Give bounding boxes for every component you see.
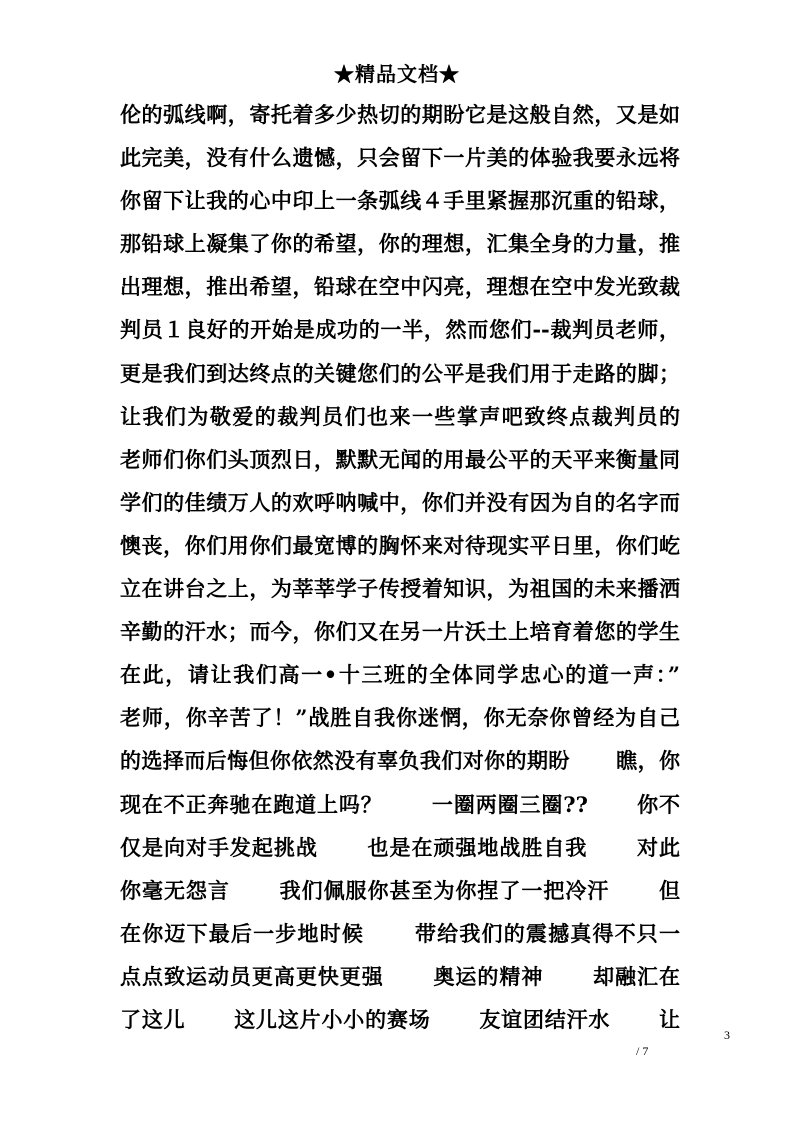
- body-line-13: 辛勤的汗水；而今，你们又在另一片沃土上培育着您的学生: [120, 619, 680, 645]
- body-line-2: 此完美，没有什么遗憾，只会留下一片美的体验我要永远将: [120, 145, 680, 171]
- body-line-11: 懊丧，你们用你们最宽博的胸怀来对待现实平日里，你们屹: [120, 532, 680, 558]
- page-number: 3: [724, 1028, 730, 1042]
- body-line-16: 的选择而后悔但你依然没有辜负我们对你的期盼 瞧，你: [120, 748, 680, 774]
- body-line-7: 更是我们到达终点的关键您们的公平是我们用于走路的脚；: [120, 360, 680, 386]
- document-body: [120, 93, 680, 1041]
- body-line-18: 仅是向对手发起挑战 也是在顽强地战胜自我 对此: [120, 834, 680, 860]
- body-line-15: 老师，你辛苦了！”战胜自我你迷惘，你无奈你曾经为自己: [120, 705, 680, 731]
- page-total: / 7: [636, 1044, 649, 1058]
- body-line-17: 现在不正奔驰在跑道上吗？ 一圈两圈三圈?? 你不: [120, 791, 680, 817]
- document-header-title: ★精品文档★: [334, 62, 460, 86]
- body-line-14: 在此，请让我们高一•十三班的全体同学忠心的道一声：”: [120, 662, 680, 688]
- body-line-5: 出理想，推出希望，铅球在空中闪亮，理想在空中发光致裁: [120, 274, 680, 300]
- body-line-8: 让我们为敬爱的裁判员们也来一些掌声吧致终点裁判员的: [120, 403, 680, 429]
- body-line-6: 判员１良好的开始是成功的一半，然而您们--裁判员老师，: [120, 317, 680, 343]
- body-line-9: 老师们你们头顶烈日，默默无闻的用最公平的天平来衡量同: [120, 446, 680, 472]
- body-line-20: 在你迈下最后一步地时候 带给我们的震撼真得不只一: [120, 920, 680, 946]
- body-line-12: 立在讲台之上，为莘莘学子传授着知识，为祖国的未来播洒: [120, 576, 680, 602]
- body-line-4: 那铅球上凝集了你的希望，你的理想，汇集全身的力量，推: [120, 231, 680, 257]
- body-line-22: 了这儿 这儿这片小小的赛场 友谊团结汗水 让: [120, 1006, 680, 1032]
- body-line-21: 点点致运动员更高更快更强 奥运的精神 却融汇在: [120, 963, 680, 989]
- body-line-19: 你毫无怨言 我们佩服你甚至为你捏了一把冷汗 但: [120, 877, 680, 903]
- body-line-1: 伦的弧线啊，寄托着多少热切的期盼它是这般自然，又是如: [120, 102, 680, 127]
- body-line-3: 你留下让我的心中印上一条弧线４手里紧握那沉重的铅球，: [120, 188, 680, 214]
- body-line-10: 学们的佳绩万人的欢呼呐喊中，你们并没有因为自的名字而: [120, 489, 680, 515]
